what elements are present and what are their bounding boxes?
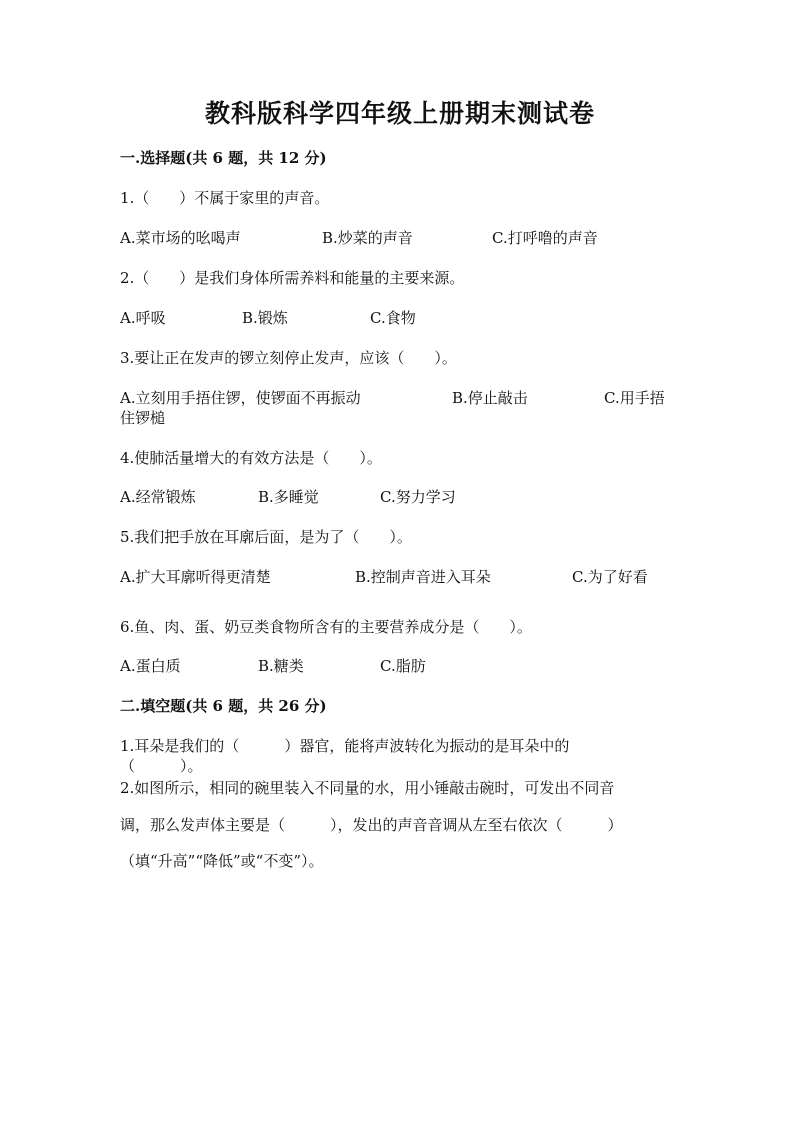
section-heading-fill-blank: 二.填空题(共 6 题，共 26 分) [120, 697, 327, 715]
option-b: B.锻炼 [242, 309, 288, 327]
option-a: A.扩大耳廓听得更清楚 [120, 568, 271, 586]
option-c: C.打呼噜的声音 [492, 229, 598, 247]
page-title: 教科版科学四年级上册期末测试卷 [204, 99, 595, 128]
question-stem: 1.（ ）不属于家里的声音。 [120, 189, 330, 207]
option-a: A.经常锻炼 [120, 488, 196, 506]
option-c: C.脂肪 [380, 657, 426, 675]
fill-blank-line: 1.耳朵是我们的（ ）器官，能将声波转化为振动的是耳朵中的 [120, 737, 570, 755]
option-c: C.为了好看 [572, 568, 648, 586]
fill-blank-line: 2.如图所示，相同的碗里装入不同量的水，用小锤敲击碗时，可发出不同音 [120, 779, 615, 797]
fill-blank-line: 调，那么发声体主要是（ ），发出的声音音调从左至右依次（ ） [120, 816, 623, 834]
question-stem: 4.使肺活量增大的有效方法是（ ）。 [120, 449, 382, 467]
option-a: A.菜市场的吆喝声 [120, 229, 241, 247]
option-c: C.用手捂 [604, 389, 665, 407]
option-b: B.停止敲击 [452, 389, 528, 407]
question-stem: 2.（ ）是我们身体所需养料和能量的主要来源。 [120, 269, 465, 287]
option-b: B.炒菜的声音 [322, 229, 413, 247]
option-c: C.食物 [370, 309, 416, 327]
question-stem: 5.我们把手放在耳廓后面，是为了（ ）。 [120, 528, 412, 546]
question-stem: 6.鱼、肉、蛋、奶豆类食物所含有的主要营养成分是（ ）。 [120, 618, 532, 636]
option-b: B.糖类 [258, 657, 304, 675]
option-continuation: 住锣槌 [120, 409, 166, 427]
option-c: C.努力学习 [380, 488, 456, 506]
section-heading-choice: 一.选择题(共 6 题，共 12 分) [120, 149, 327, 167]
fill-blank-line: （ ）。 [120, 757, 203, 775]
fill-blank-line: （填“升高”“降低”或“不变”）。 [120, 852, 324, 870]
question-stem: 3.要让正在发声的锣立刻停止发声，应该（ ）。 [120, 349, 457, 367]
option-b: B.多睡觉 [258, 488, 319, 506]
option-a: A.蛋白质 [120, 657, 181, 675]
option-b: B.控制声音进入耳朵 [355, 568, 491, 586]
option-a: A.呼吸 [120, 309, 166, 327]
option-a: A.立刻用手捂住锣，使锣面不再振动 [120, 389, 361, 407]
